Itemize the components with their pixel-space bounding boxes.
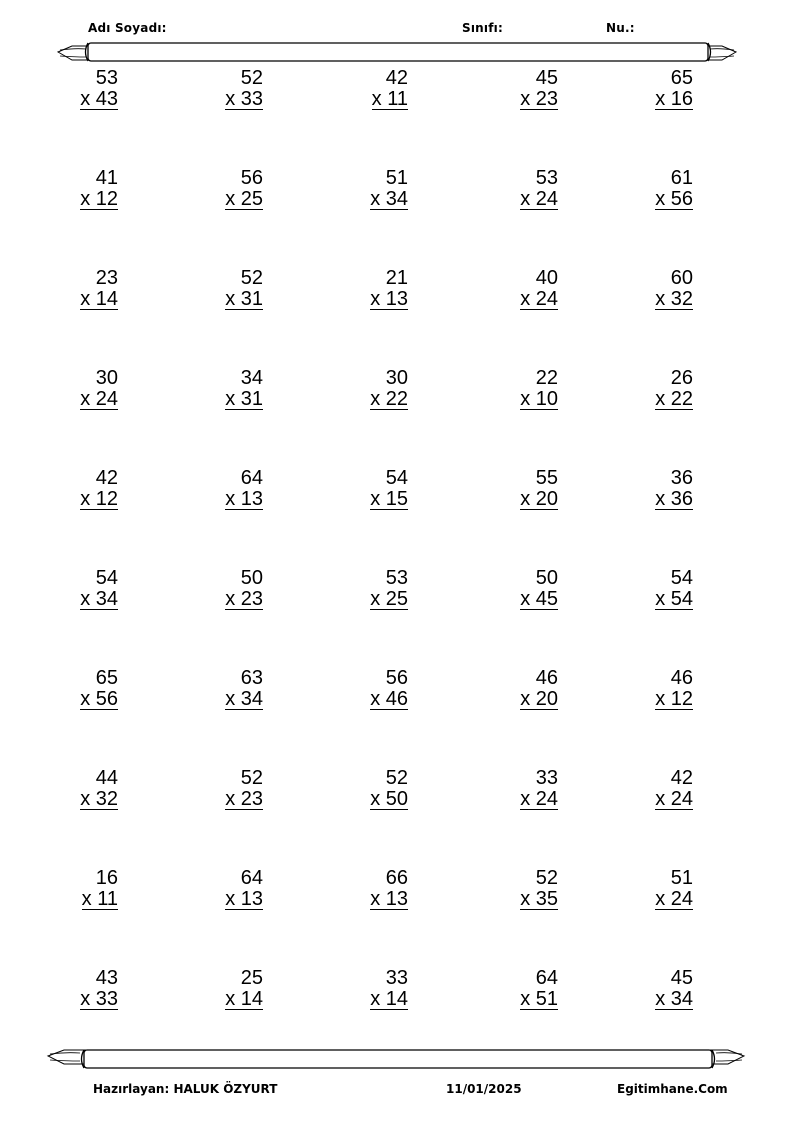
multiply-operator: x xyxy=(371,88,382,110)
multiplicand: 46 xyxy=(670,667,693,689)
multiply-operator: x xyxy=(370,488,381,510)
multiplier: 34 xyxy=(385,188,408,210)
multiplier: 14 xyxy=(240,988,263,1010)
multiply-operator: x xyxy=(520,888,531,910)
multiplier: 23 xyxy=(240,788,263,810)
problem-r7-c1 xyxy=(38,668,118,716)
multiply-operator: x xyxy=(225,88,236,110)
problem-r6-c4 xyxy=(478,568,558,616)
multiplier-line xyxy=(655,189,693,210)
multiplier-line xyxy=(80,389,118,410)
problem-r8-c4 xyxy=(478,768,558,816)
multiply-operator: x xyxy=(80,188,91,210)
multiplicand: 30 xyxy=(95,367,118,389)
multiply-operator: x xyxy=(520,488,531,510)
problem-r4-c4 xyxy=(478,368,558,416)
multiplicand: 61 xyxy=(670,167,693,189)
multiply-operator: x xyxy=(370,588,381,610)
problem-r5-c2 xyxy=(183,468,263,516)
multiply-operator: x xyxy=(370,788,381,810)
problem-r9-c1 xyxy=(38,868,118,916)
problem-r8-c3 xyxy=(328,768,408,816)
multiplier: 22 xyxy=(385,388,408,410)
multiplier: 25 xyxy=(385,588,408,610)
problem-r6-c3 xyxy=(328,568,408,616)
multiplicand: 21 xyxy=(385,267,408,289)
problem-r9-c3 xyxy=(328,868,408,916)
multiply-operator: x xyxy=(655,488,666,510)
multiply-operator: x xyxy=(80,588,91,610)
multiplier-line xyxy=(80,289,118,310)
multiplicand: 64 xyxy=(240,867,263,889)
multiplier: 56 xyxy=(95,688,118,710)
multiplier-line xyxy=(655,789,693,810)
site-label: Egitimhane.Com xyxy=(617,1082,728,1096)
problem-r8-c5 xyxy=(613,768,693,816)
problem-r4-c5 xyxy=(613,368,693,416)
multiply-operator: x xyxy=(370,288,381,310)
multiplier-line xyxy=(520,689,558,710)
multiplier-line xyxy=(520,389,558,410)
author-credit: Hazırlayan: HALUK ÖZYURT xyxy=(93,1082,278,1096)
multiplier: 16 xyxy=(670,88,693,110)
multiplier: 13 xyxy=(385,288,408,310)
multiplier-line xyxy=(655,489,693,510)
multiplier: 24 xyxy=(535,788,558,810)
multiplicand: 34 xyxy=(240,367,263,389)
multiply-operator: x xyxy=(80,788,91,810)
problem-r10-c3 xyxy=(328,968,408,1016)
multiplicand: 22 xyxy=(535,367,558,389)
multiply-operator: x xyxy=(655,388,666,410)
multiplicand: 53 xyxy=(535,167,558,189)
multiplier-line xyxy=(225,589,263,610)
multiplier: 12 xyxy=(670,688,693,710)
bottom-ribbon-decoration xyxy=(0,1044,794,1076)
multiplier: 24 xyxy=(95,388,118,410)
multiplier: 13 xyxy=(240,888,263,910)
multiplier-line xyxy=(225,89,263,110)
multiply-operator: x xyxy=(370,988,381,1010)
multiplier-line xyxy=(655,289,693,310)
multiplier: 35 xyxy=(535,888,558,910)
multiplicand: 16 xyxy=(95,867,118,889)
multiplier-line xyxy=(520,889,558,910)
multiplier-line xyxy=(225,189,263,210)
multiplier: 46 xyxy=(385,688,408,710)
multiplicand: 63 xyxy=(240,667,263,689)
multiplicand: 36 xyxy=(670,467,693,489)
multiplier: 54 xyxy=(670,588,693,610)
multiplier-line xyxy=(225,989,263,1010)
problem-r4-c2 xyxy=(183,368,263,416)
problem-r6-c1 xyxy=(38,568,118,616)
problem-r3-c1 xyxy=(38,268,118,316)
multiply-operator: x xyxy=(655,588,666,610)
multiplicand: 55 xyxy=(535,467,558,489)
multiplier-line xyxy=(372,89,408,110)
multiplicand: 30 xyxy=(385,367,408,389)
multiplier-line xyxy=(225,889,263,910)
class-label: Sınıfı: xyxy=(462,21,503,35)
problem-r2-c1 xyxy=(38,168,118,216)
multiply-operator: x xyxy=(370,888,381,910)
multiplier: 25 xyxy=(240,188,263,210)
multiply-operator: x xyxy=(655,188,666,210)
multiply-operator: x xyxy=(520,788,531,810)
multiplier: 13 xyxy=(240,488,263,510)
multiplicand: 54 xyxy=(670,567,693,589)
problem-r7-c3 xyxy=(328,668,408,716)
multiplicand: 66 xyxy=(385,867,408,889)
multiplier-line xyxy=(225,289,263,310)
problem-r3-c5 xyxy=(613,268,693,316)
multiplicand: 33 xyxy=(535,767,558,789)
multiply-operator: x xyxy=(225,988,236,1010)
multiply-operator: x xyxy=(655,88,666,110)
multiply-operator: x xyxy=(225,788,236,810)
multiplier-line xyxy=(80,89,118,110)
multiply-operator: x xyxy=(520,88,531,110)
multiplier: 11 xyxy=(97,888,118,910)
multiplier-line xyxy=(80,989,118,1010)
multiplicand: 64 xyxy=(240,467,263,489)
problem-r5-c1 xyxy=(38,468,118,516)
multiply-operator: x xyxy=(655,888,666,910)
multiplicand: 33 xyxy=(385,967,408,989)
multiplicand: 52 xyxy=(240,767,263,789)
multiplicand: 44 xyxy=(95,767,118,789)
multiplier: 56 xyxy=(670,188,693,210)
date-label: 11/01/2025 xyxy=(446,1082,522,1096)
multiplicand: 46 xyxy=(535,667,558,689)
multiplicand: 42 xyxy=(385,67,408,89)
multiplicand: 54 xyxy=(95,567,118,589)
multiply-operator: x xyxy=(520,588,531,610)
multiply-operator: x xyxy=(655,688,666,710)
multiplier: 23 xyxy=(535,88,558,110)
multiplier-line xyxy=(655,89,693,110)
multiply-operator: x xyxy=(80,988,91,1010)
problem-r2-c3 xyxy=(328,168,408,216)
multiplier-line xyxy=(655,389,693,410)
multiplicand: 56 xyxy=(240,167,263,189)
multiplier: 43 xyxy=(95,88,118,110)
multiply-operator: x xyxy=(225,688,236,710)
problem-r5-c4 xyxy=(478,468,558,516)
problem-r6-c2 xyxy=(183,568,263,616)
problem-r7-c2 xyxy=(183,668,263,716)
problem-r8-c1 xyxy=(38,768,118,816)
multiplicand: 25 xyxy=(240,967,263,989)
multiplier: 15 xyxy=(385,488,408,510)
multiplier-line xyxy=(370,589,408,610)
multiplicand: 51 xyxy=(385,167,408,189)
multiplicand: 41 xyxy=(95,167,118,189)
multiplier-line xyxy=(655,989,693,1010)
multiply-operator: x xyxy=(80,288,91,310)
multiplicand: 60 xyxy=(670,267,693,289)
multiplicand: 52 xyxy=(240,267,263,289)
multiplicand: 65 xyxy=(95,667,118,689)
multiplicand: 52 xyxy=(535,867,558,889)
problem-r4-c3 xyxy=(328,368,408,416)
multiplier-line xyxy=(655,889,693,910)
multiplicand: 45 xyxy=(535,67,558,89)
multiply-operator: x xyxy=(520,188,531,210)
multiply-operator: x xyxy=(80,88,91,110)
multiplier-line xyxy=(520,989,558,1010)
multiplier: 11 xyxy=(387,88,408,110)
multiplier: 22 xyxy=(670,388,693,410)
multiplier: 32 xyxy=(95,788,118,810)
problem-r5-c3 xyxy=(328,468,408,516)
problem-r3-c4 xyxy=(478,268,558,316)
multiplier-line xyxy=(520,489,558,510)
problem-r1-c1 xyxy=(38,68,118,116)
multiplier-line xyxy=(520,589,558,610)
multiplier: 31 xyxy=(240,388,263,410)
multiplicand: 40 xyxy=(535,267,558,289)
problem-r7-c4 xyxy=(478,668,558,716)
multiplier: 10 xyxy=(535,388,558,410)
problem-r9-c4 xyxy=(478,868,558,916)
multiplier-line xyxy=(370,289,408,310)
multiplicand: 56 xyxy=(385,667,408,689)
multiply-operator: x xyxy=(225,288,236,310)
multiplicand: 53 xyxy=(95,67,118,89)
multiplicand: 50 xyxy=(535,567,558,589)
multiplier-line xyxy=(520,189,558,210)
multiplier-line xyxy=(370,689,408,710)
problem-r7-c5 xyxy=(613,668,693,716)
problem-r1-c4 xyxy=(478,68,558,116)
multiplier-line xyxy=(80,489,118,510)
multiplicand: 52 xyxy=(240,67,263,89)
multiplier-line xyxy=(370,189,408,210)
multiplier-line xyxy=(370,889,408,910)
multiplier: 32 xyxy=(670,288,693,310)
multiplier-line xyxy=(225,489,263,510)
multiplier: 31 xyxy=(240,288,263,310)
multiplier: 51 xyxy=(535,988,558,1010)
multiply-operator: x xyxy=(80,488,91,510)
multiply-operator: x xyxy=(225,188,236,210)
multiplier: 20 xyxy=(535,688,558,710)
multiply-operator: x xyxy=(520,688,531,710)
multiply-operator: x xyxy=(225,388,236,410)
problem-r6-c5 xyxy=(613,568,693,616)
multiplier: 14 xyxy=(95,288,118,310)
multiplicand: 43 xyxy=(95,967,118,989)
multiply-operator: x xyxy=(225,588,236,610)
multiply-operator: x xyxy=(81,888,92,910)
number-label: Nu.: xyxy=(606,21,635,35)
multiplicand: 64 xyxy=(535,967,558,989)
problem-r10-c2 xyxy=(183,968,263,1016)
multiplier: 33 xyxy=(95,988,118,1010)
multiplier: 12 xyxy=(95,488,118,510)
multiplicand: 42 xyxy=(95,467,118,489)
problem-r5-c5 xyxy=(613,468,693,516)
multiplier-line xyxy=(520,289,558,310)
multiplier-line xyxy=(520,789,558,810)
multiplicand: 23 xyxy=(95,267,118,289)
problem-r3-c2 xyxy=(183,268,263,316)
multiplier: 20 xyxy=(535,488,558,510)
multiplicand: 45 xyxy=(670,967,693,989)
problem-r1-c5 xyxy=(613,68,693,116)
multiplier: 34 xyxy=(95,588,118,610)
multiplier: 33 xyxy=(240,88,263,110)
multiply-operator: x xyxy=(655,988,666,1010)
multiply-operator: x xyxy=(370,388,381,410)
multiplier-line xyxy=(655,589,693,610)
multiplier: 24 xyxy=(670,788,693,810)
multiplicand: 26 xyxy=(670,367,693,389)
problem-r9-c2 xyxy=(183,868,263,916)
multiply-operator: x xyxy=(80,388,91,410)
multiply-operator: x xyxy=(80,688,91,710)
problem-r10-c5 xyxy=(613,968,693,1016)
multiplier: 45 xyxy=(535,588,558,610)
multiplier-line xyxy=(80,589,118,610)
multiplier-line xyxy=(520,89,558,110)
multiply-operator: x xyxy=(225,888,236,910)
multiply-operator: x xyxy=(655,788,666,810)
problem-r9-c5 xyxy=(613,868,693,916)
multiplicand: 42 xyxy=(670,767,693,789)
multiplier: 12 xyxy=(95,188,118,210)
problem-r2-c2 xyxy=(183,168,263,216)
problem-r4-c1 xyxy=(38,368,118,416)
multiplier-line xyxy=(80,189,118,210)
multiplier: 24 xyxy=(535,188,558,210)
multiply-operator: x xyxy=(520,388,531,410)
multiplier: 14 xyxy=(385,988,408,1010)
problem-r10-c4 xyxy=(478,968,558,1016)
problem-r8-c2 xyxy=(183,768,263,816)
multiplier: 50 xyxy=(385,788,408,810)
multiplier-line xyxy=(82,889,118,910)
multiply-operator: x xyxy=(370,188,381,210)
problem-r3-c3 xyxy=(328,268,408,316)
multiplier: 24 xyxy=(535,288,558,310)
problem-r10-c1 xyxy=(38,968,118,1016)
problem-r1-c3 xyxy=(328,68,408,116)
problem-r2-c5 xyxy=(613,168,693,216)
multiplier: 13 xyxy=(385,888,408,910)
multiplier-line xyxy=(225,789,263,810)
multiplicand: 53 xyxy=(385,567,408,589)
multiply-operator: x xyxy=(655,288,666,310)
multiplier: 34 xyxy=(240,688,263,710)
problem-r2-c4 xyxy=(478,168,558,216)
multiplier-line xyxy=(80,689,118,710)
multiplier-line xyxy=(370,989,408,1010)
multiplier-line xyxy=(225,389,263,410)
multiplier-line xyxy=(655,689,693,710)
multiplicand: 54 xyxy=(385,467,408,489)
multiplier-line xyxy=(370,789,408,810)
multiply-operator: x xyxy=(225,488,236,510)
multiplier: 34 xyxy=(670,988,693,1010)
name-label: Adı Soyadı: xyxy=(88,21,167,35)
multiply-operator: x xyxy=(370,688,381,710)
multiplicand: 52 xyxy=(385,767,408,789)
problem-r1-c2 xyxy=(183,68,263,116)
multiplier-line xyxy=(370,489,408,510)
multiplier: 24 xyxy=(670,888,693,910)
multiplier-line xyxy=(80,789,118,810)
multiplier-line xyxy=(370,389,408,410)
multiplicand: 51 xyxy=(670,867,693,889)
multiplicand: 65 xyxy=(670,67,693,89)
multiply-operator: x xyxy=(520,988,531,1010)
multiplier: 36 xyxy=(670,488,693,510)
multiplier-line xyxy=(225,689,263,710)
multiplicand: 50 xyxy=(240,567,263,589)
multiply-operator: x xyxy=(520,288,531,310)
multiplier: 23 xyxy=(240,588,263,610)
